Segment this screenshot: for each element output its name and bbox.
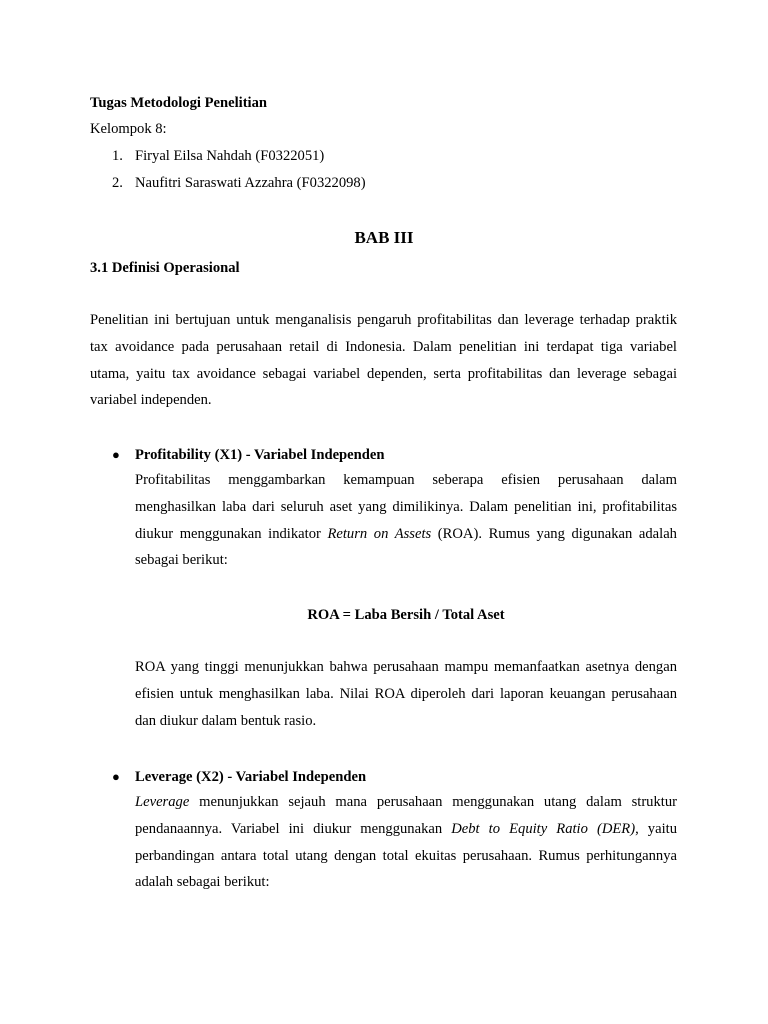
roa-line-3: dan diukur dalam bentuk rasio. (135, 712, 317, 729)
leverage-line-2-b: , yaitu (635, 820, 677, 837)
profitability-line-4: sebagai berikut: (135, 552, 228, 569)
der-term: Debt to Equity Ratio (DER) (451, 820, 636, 837)
return-on-assets-term: Return on Assets (327, 525, 432, 542)
profitability-line-1: Profitabilitas menggambarkan kemampuan seberapa efisien perusahaan dalam (135, 472, 677, 488)
profitability-line-3 (135, 521, 677, 548)
roa-line-1: ROA yang tinggi menunjukkan bahwa perusahaan mampu memanfaatkan asetnya dengan (135, 659, 677, 675)
section-title: 3.1 Definisi Operasional (90, 260, 240, 276)
leverage-line-1-b: menunjukkan sejauh mana perusahaan menggunakan utang dalam struktur (189, 794, 677, 810)
intro-paragraph (90, 307, 677, 414)
profitability-line-2: menghasilkan laba dari seluruh aset yang dimilikinya. Dalam penelitian ini, profitabilitas (135, 498, 677, 515)
profitability-line-3-b: (ROA). Rumus yang digunakan adalah (431, 525, 677, 542)
member-name-2: Naufitri Saraswati Azzahra (F0322098) (135, 175, 366, 191)
roa-explanation-paragraph (135, 654, 677, 734)
roa-line-2: efisien untuk menghasilkan laba. Nilai ROA diperoleh dari laporan keuangan perusahaan (135, 685, 677, 702)
leverage-line-1 (135, 789, 677, 816)
profitability-line-3-a: diukur menggunakan indikator (135, 525, 328, 542)
member-name-1: Firyal Eilsa Nahdah (F0322051) (135, 148, 325, 164)
leverage-term: Leverage (135, 794, 190, 810)
member-number-1: 1. (112, 148, 123, 164)
leverage-line-4: adalah sebagai berikut: (135, 874, 270, 891)
intro-line-3: utama, yaitu tax avoidance sebagai variabel dependen, serta profitabilitas dan leverage sebagai (90, 365, 677, 382)
roa-formula: ROA = Laba Bersih / Total Aset (307, 607, 505, 623)
intro-line-1: Penelitian ini bertujuan untuk menganalisis pengaruh profitabilitas dan leverage terhadap praktik (90, 312, 677, 328)
profitability-paragraph (135, 467, 677, 574)
bullet-icon: ● (112, 447, 120, 462)
leverage-paragraph (135, 789, 677, 896)
chapter-title: BAB III (354, 228, 414, 247)
intro-line-4: variabel independen. (90, 392, 212, 409)
member-number-2: 2. (112, 175, 123, 191)
leverage-line-2-a: pendanaannya. Variabel ini diukur menggunakan (135, 820, 452, 837)
bullet-icon: ● (112, 769, 120, 784)
group-label: Kelompok 8: (90, 121, 167, 137)
leverage-line-3: perbandingan antara total utang dengan total ekuitas perusahaan. Rumus perhitungannya (135, 847, 677, 864)
variable-heading-profitability: Profitability (X1) - Variabel Independen (135, 447, 385, 463)
assignment-title: Tugas Metodologi Penelitian (90, 95, 268, 111)
variable-heading-leverage: Leverage (X2) - Variabel Independen (135, 769, 367, 785)
intro-line-2: tax avoidance pada perusahaan retail di Indonesia. Dalam penelitian ini terdapat tiga variabel (90, 338, 677, 355)
leverage-line-2 (135, 816, 677, 843)
